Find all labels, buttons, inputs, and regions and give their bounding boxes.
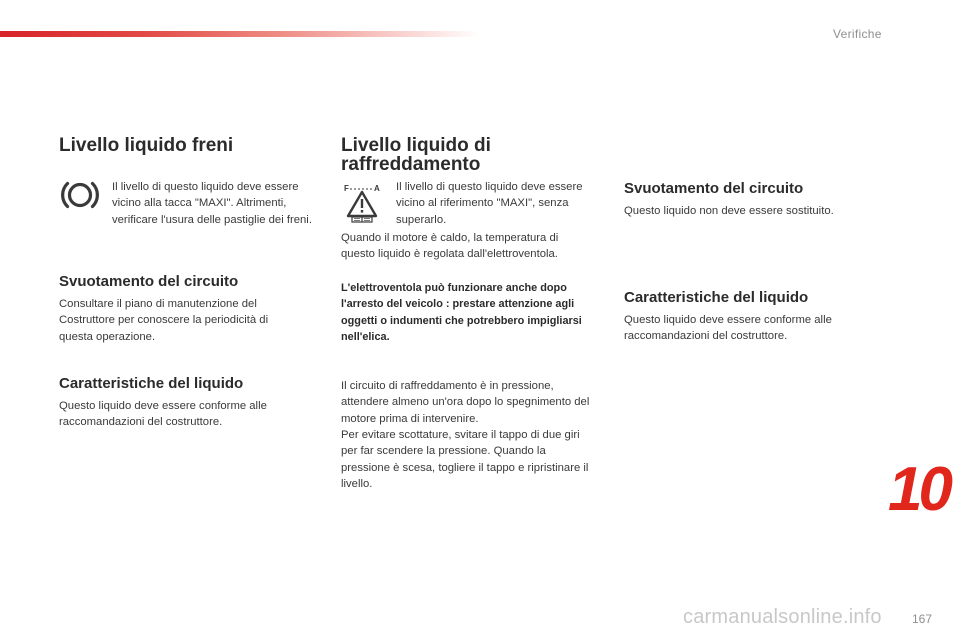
fan-warning: L'elettroventola può funzionare anche dopo l'arresto del veicolo : prestare attenzione agli oggetti o indumenti che potrebbero impigliarsi nell'elica. <box>341 282 582 343</box>
coolant-hot-text: Quando il motore è caldo, la temperatura di questo liquido è regolata dall'elettroventola. <box>341 232 559 261</box>
coolant-pressure-text: Il circuito di raffreddamento è in pressione, attendere almeno un'ora dopo lo spegnimento del motore prima di intervenire. <box>341 380 590 425</box>
brake-fluid-title: Livello liquido freni <box>59 135 234 156</box>
coolant-title-line1: Livello liquido di <box>341 135 491 156</box>
brake-warning-icon <box>60 178 100 212</box>
header-accent-bar <box>0 31 480 37</box>
brake-drain-title: Svuotamento del circuito <box>59 273 239 290</box>
coolant-warning-icon <box>343 183 381 223</box>
coolant-title-line2: raffreddamento <box>341 154 481 175</box>
watermark: carmanualsonline.info <box>683 606 882 628</box>
page-number: 167 <box>912 612 933 626</box>
coolant-intro: Il livello di questo liquido deve essere vicino al riferimento "MAXI", senza superarlo. <box>396 181 583 226</box>
section-label: Verifiche <box>833 27 882 41</box>
coolant-drain-title: Svuotamento del circuito <box>624 180 804 197</box>
coolant-drain-text: Questo liquido non deve essere sostituito. <box>624 205 834 217</box>
brake-drain-text: Consultare il piano di manutenzione del Costruttore per conoscere la periodicità di questa operazione. <box>59 298 269 343</box>
brake-spec-title: Caratteristiche del liquido <box>59 375 244 392</box>
brake-spec-text: Questo liquido deve essere conforme alle raccomandazioni del costruttore. <box>59 400 267 429</box>
chapter-number: 10 <box>888 455 949 524</box>
brake-fluid-intro: Il livello di questo liquido deve essere vicino alla tacca "MAXI". Altrimenti, verificare l'usura delle pastiglie dei freni. <box>112 181 312 226</box>
coolant-spec-text: Questo liquido deve essere conforme alle raccomandazioni del costruttore. <box>624 314 832 343</box>
svg-text:A: A <box>374 184 380 193</box>
coolant-scald-text: Per evitare scottature, svitare il tappo di due giri per far scendere la pressione. Quando la pressione è scesa, togliere il tappo e ripristinare il livello. <box>341 429 589 490</box>
svg-text:F: F <box>344 184 349 193</box>
coolant-spec-title: Caratteristiche del liquido <box>624 289 809 306</box>
